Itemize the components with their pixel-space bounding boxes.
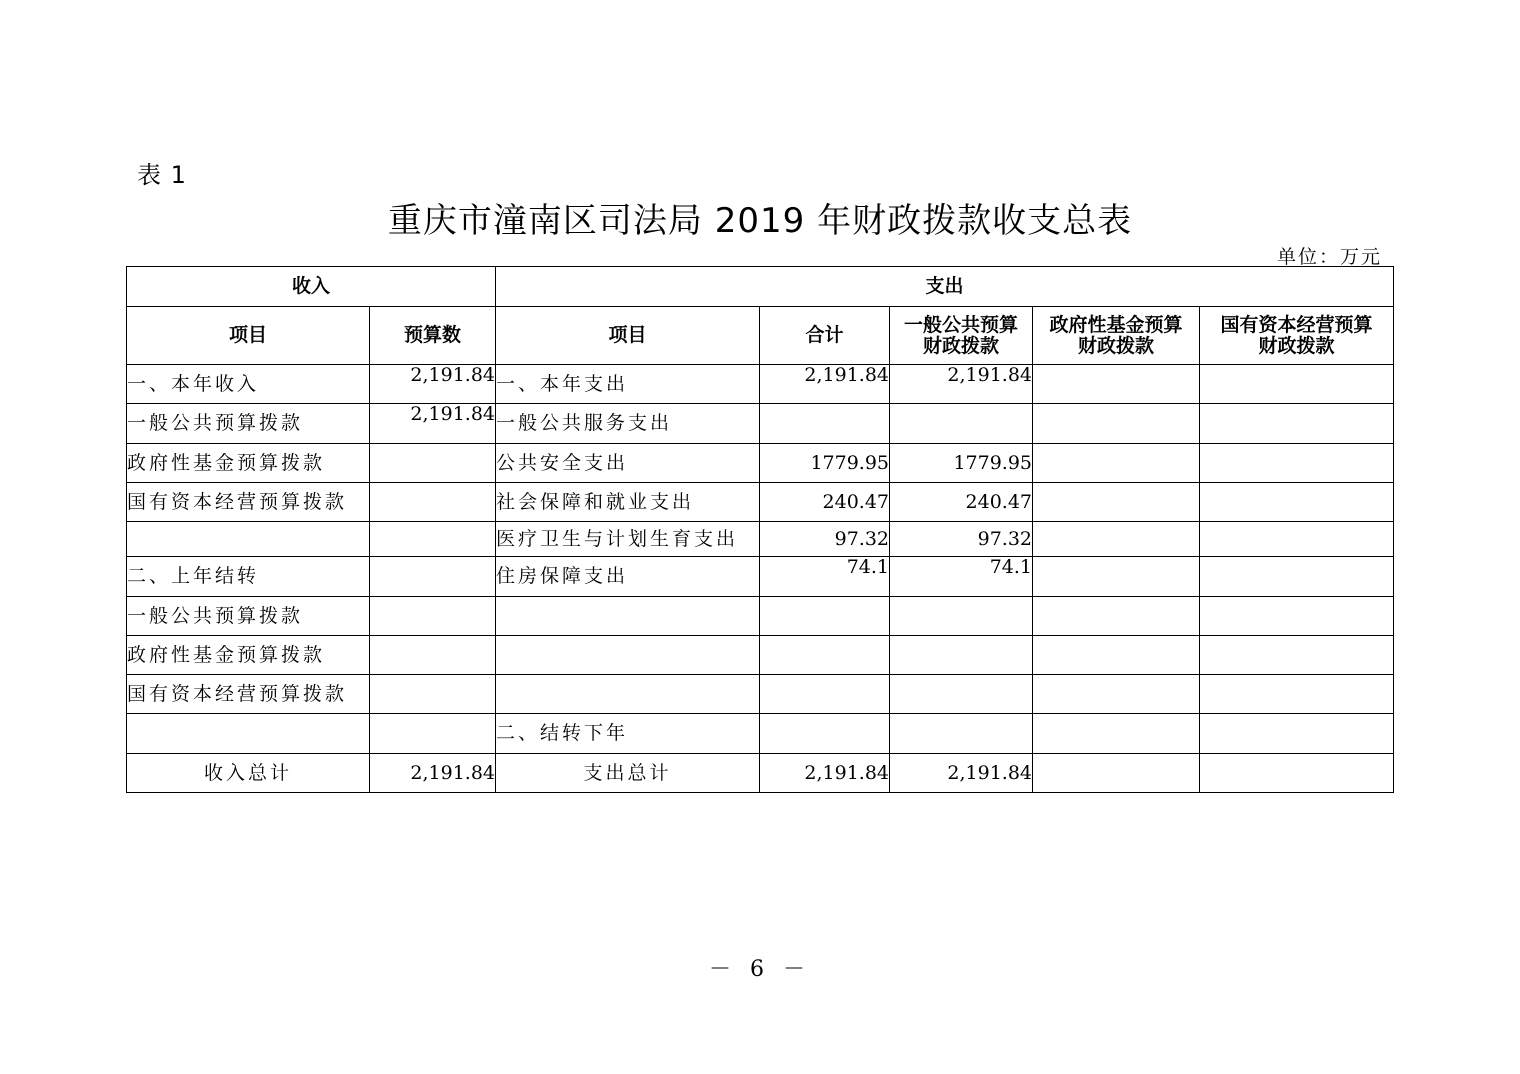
expense-state-total — [1200, 754, 1394, 793]
fund-value — [1033, 365, 1200, 404]
table-number: 表 1 — [137, 161, 187, 189]
expense-fund-total — [1033, 754, 1200, 793]
table-row — [127, 365, 1394, 404]
table-row — [127, 557, 1394, 597]
expense-item: 公共安全支出 — [496, 444, 760, 483]
col-fund-line1: 政府性基金预算 — [1049, 313, 1183, 336]
expense-item: 二、结转下年 — [496, 714, 760, 754]
unit-label: 单位：万元 — [1276, 246, 1382, 268]
table-row — [127, 404, 1394, 444]
col-fund-budget — [1033, 307, 1200, 365]
general-value — [890, 675, 1033, 714]
income-total-label: 收入总计 — [127, 754, 370, 793]
expense-item: 住房保障支出 — [496, 557, 760, 597]
table-row — [127, 636, 1394, 675]
expense-item — [496, 675, 760, 714]
income-item: 国有资本经营预算拨款 — [127, 675, 370, 714]
totals-row — [127, 754, 1394, 793]
income-total-value: 2,191.84 — [370, 754, 496, 793]
budget-summary-table — [126, 266, 1394, 793]
col-general-line1: 一般公共预算 — [904, 313, 1019, 336]
income-item — [127, 714, 370, 754]
col-state-capital-budget — [1200, 307, 1394, 365]
col-general-budget — [890, 307, 1033, 365]
document-title: 重庆市潼南区司法局 2019 年财政拨款收支总表 — [387, 201, 1133, 241]
total-value: 97.32 — [760, 522, 890, 557]
budget-value — [370, 483, 496, 522]
general-value — [890, 636, 1033, 675]
total-value — [760, 675, 890, 714]
expense-item: 社会保障和就业支出 — [496, 483, 760, 522]
table-row — [127, 597, 1394, 636]
expense-header: 支出 — [496, 267, 1394, 307]
expense-item: 医疗卫生与计划生育支出 — [496, 522, 760, 557]
general-value: 74.1 — [890, 557, 1033, 597]
income-item: 一般公共预算拨款 — [127, 597, 370, 636]
state-value — [1200, 557, 1394, 597]
total-value: 240.47 — [760, 483, 890, 522]
fund-value — [1033, 675, 1200, 714]
total-value — [760, 636, 890, 675]
general-value: 1779.95 — [890, 444, 1033, 483]
expense-item: 一般公共服务支出 — [496, 404, 760, 444]
col-general-line2: 财政拨款 — [923, 334, 1000, 357]
expense-general-total: 2,191.84 — [890, 754, 1033, 793]
income-item: 二、上年结转 — [127, 557, 370, 597]
total-value — [760, 404, 890, 444]
header-column-row — [127, 307, 1394, 365]
state-value — [1200, 404, 1394, 444]
fund-value — [1033, 557, 1200, 597]
general-value — [890, 714, 1033, 754]
col-state-line2: 财政拨款 — [1258, 334, 1335, 357]
fund-value — [1033, 714, 1200, 754]
header-group-row — [127, 267, 1394, 307]
state-value — [1200, 675, 1394, 714]
budget-value — [370, 557, 496, 597]
budget-value — [370, 444, 496, 483]
fund-value — [1033, 522, 1200, 557]
fund-value — [1033, 483, 1200, 522]
income-header: 收入 — [127, 267, 496, 307]
general-value: 2,191.84 — [890, 365, 1033, 404]
expense-item — [496, 636, 760, 675]
total-value: 1779.95 — [760, 444, 890, 483]
budget-value — [370, 597, 496, 636]
state-value — [1200, 365, 1394, 404]
table-row — [127, 444, 1394, 483]
fund-value — [1033, 444, 1200, 483]
col-income-item: 项目 — [127, 307, 370, 365]
income-item: 国有资本经营预算拨款 — [127, 483, 370, 522]
total-value — [760, 597, 890, 636]
table-row — [127, 483, 1394, 522]
income-item: 政府性基金预算拨款 — [127, 444, 370, 483]
income-item — [127, 522, 370, 557]
fund-value — [1033, 597, 1200, 636]
col-total: 合计 — [760, 307, 890, 365]
general-value: 240.47 — [890, 483, 1033, 522]
state-value — [1200, 444, 1394, 483]
total-value — [760, 714, 890, 754]
income-item: 一般公共预算拨款 — [127, 404, 370, 444]
general-value — [890, 404, 1033, 444]
col-state-line1: 国有资本经营预算 — [1220, 313, 1373, 336]
total-value: 74.1 — [760, 557, 890, 597]
table-row — [127, 675, 1394, 714]
state-value — [1200, 597, 1394, 636]
state-value — [1200, 636, 1394, 675]
expense-total-value: 2,191.84 — [760, 754, 890, 793]
budget-value — [370, 675, 496, 714]
page-number: － 6 － — [709, 957, 811, 982]
expense-total-label: 支出总计 — [496, 754, 760, 793]
col-fund-line2: 财政拨款 — [1078, 334, 1155, 357]
fund-value — [1033, 404, 1200, 444]
budget-value — [370, 636, 496, 675]
general-value — [890, 597, 1033, 636]
fund-value — [1033, 636, 1200, 675]
col-expense-item: 项目 — [496, 307, 760, 365]
budget-value: 2,191.84 — [370, 404, 496, 444]
state-value — [1200, 522, 1394, 557]
budget-value — [370, 714, 496, 754]
budget-value: 2,191.84 — [370, 365, 496, 404]
table-row — [127, 522, 1394, 557]
expense-item: 一、本年支出 — [496, 365, 760, 404]
col-budget: 预算数 — [370, 307, 496, 365]
expense-item — [496, 597, 760, 636]
general-value: 97.32 — [890, 522, 1033, 557]
budget-value — [370, 522, 496, 557]
income-item: 一、本年收入 — [127, 365, 370, 404]
total-value: 2,191.84 — [760, 365, 890, 404]
table-row — [127, 714, 1394, 754]
state-value — [1200, 483, 1394, 522]
state-value — [1200, 714, 1394, 754]
income-item: 政府性基金预算拨款 — [127, 636, 370, 675]
